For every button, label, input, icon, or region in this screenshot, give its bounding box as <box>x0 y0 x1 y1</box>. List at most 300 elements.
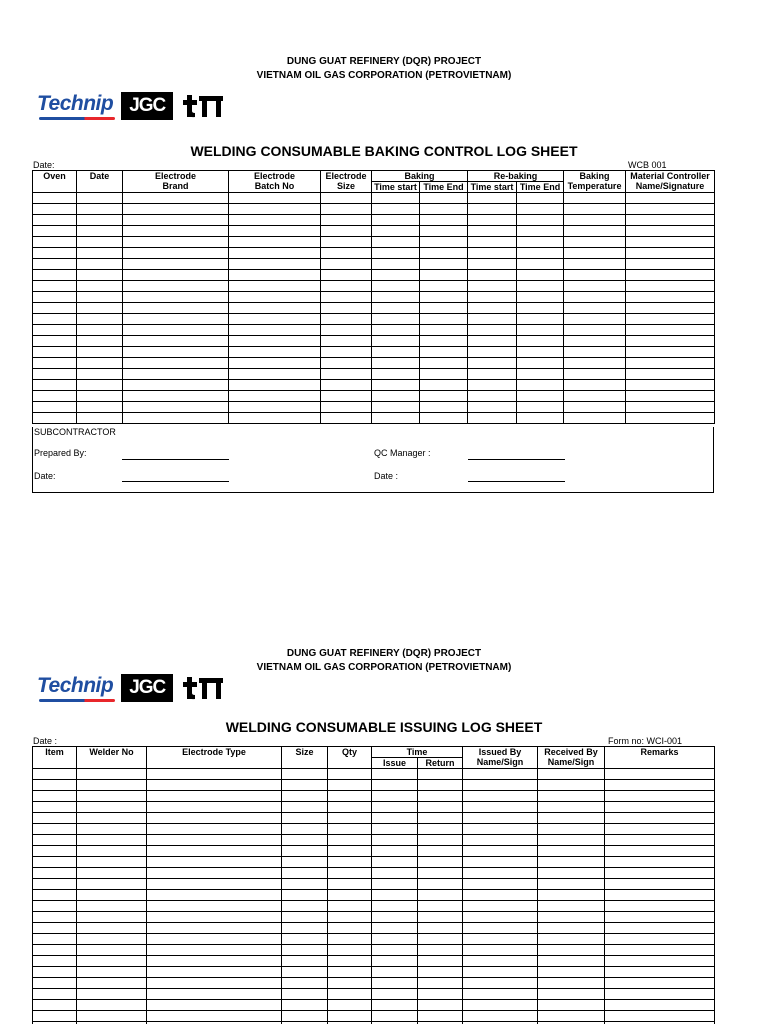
table-cell[interactable] <box>517 325 564 336</box>
table-cell[interactable] <box>420 215 468 226</box>
table-cell[interactable] <box>33 978 77 989</box>
table-cell[interactable] <box>626 259 715 270</box>
table-cell[interactable] <box>468 204 517 215</box>
table-cell[interactable] <box>282 912 328 923</box>
table-cell[interactable] <box>33 237 77 248</box>
table-cell[interactable] <box>538 1011 605 1022</box>
qc-manager-signature-line[interactable] <box>468 459 565 460</box>
prepared-date-line[interactable] <box>122 481 229 482</box>
table-cell[interactable] <box>321 380 372 391</box>
table-cell[interactable] <box>282 978 328 989</box>
table-cell[interactable] <box>626 226 715 237</box>
table-cell[interactable] <box>147 879 282 890</box>
table-cell[interactable] <box>564 336 626 347</box>
table-cell[interactable] <box>418 967 463 978</box>
table-cell[interactable] <box>328 967 372 978</box>
table-cell[interactable] <box>463 978 538 989</box>
table-cell[interactable] <box>321 314 372 325</box>
table-cell[interactable] <box>418 857 463 868</box>
table-cell[interactable] <box>123 237 229 248</box>
table-cell[interactable] <box>77 934 147 945</box>
table-cell[interactable] <box>420 413 468 424</box>
table-cell[interactable] <box>372 314 420 325</box>
table-cell[interactable] <box>147 967 282 978</box>
table-cell[interactable] <box>605 1000 715 1011</box>
table-cell[interactable] <box>33 945 77 956</box>
table-cell[interactable] <box>517 402 564 413</box>
table-cell[interactable] <box>605 846 715 857</box>
table-cell[interactable] <box>468 369 517 380</box>
table-cell[interactable] <box>229 413 321 424</box>
table-cell[interactable] <box>229 303 321 314</box>
table-cell[interactable] <box>605 934 715 945</box>
table-cell[interactable] <box>468 215 517 226</box>
table-cell[interactable] <box>564 204 626 215</box>
table-cell[interactable] <box>605 802 715 813</box>
table-cell[interactable] <box>418 824 463 835</box>
table-cell[interactable] <box>372 890 418 901</box>
table-cell[interactable] <box>33 1000 77 1011</box>
table-cell[interactable] <box>33 802 77 813</box>
table-cell[interactable] <box>328 901 372 912</box>
table-cell[interactable] <box>463 912 538 923</box>
table-cell[interactable] <box>538 879 605 890</box>
table-cell[interactable] <box>33 369 77 380</box>
table-cell[interactable] <box>282 890 328 901</box>
table-cell[interactable] <box>123 204 229 215</box>
table-cell[interactable] <box>418 813 463 824</box>
table-cell[interactable] <box>418 868 463 879</box>
table-cell[interactable] <box>328 890 372 901</box>
table-cell[interactable] <box>538 780 605 791</box>
table-cell[interactable] <box>626 391 715 402</box>
table-cell[interactable] <box>321 237 372 248</box>
table-cell[interactable] <box>372 347 420 358</box>
table-cell[interactable] <box>372 956 418 967</box>
table-cell[interactable] <box>77 215 123 226</box>
table-cell[interactable] <box>538 923 605 934</box>
table-cell[interactable] <box>626 380 715 391</box>
table-cell[interactable] <box>420 204 468 215</box>
table-cell[interactable] <box>418 934 463 945</box>
table-cell[interactable] <box>229 402 321 413</box>
table-cell[interactable] <box>147 813 282 824</box>
table-cell[interactable] <box>33 391 77 402</box>
table-cell[interactable] <box>463 802 538 813</box>
table-cell[interactable] <box>33 259 77 270</box>
table-cell[interactable] <box>517 314 564 325</box>
table-cell[interactable] <box>463 967 538 978</box>
table-cell[interactable] <box>77 813 147 824</box>
table-cell[interactable] <box>517 369 564 380</box>
table-cell[interactable] <box>372 901 418 912</box>
table-cell[interactable] <box>418 945 463 956</box>
table-cell[interactable] <box>605 879 715 890</box>
table-cell[interactable] <box>328 912 372 923</box>
table-cell[interactable] <box>33 901 77 912</box>
table-cell[interactable] <box>463 791 538 802</box>
table-cell[interactable] <box>538 813 605 824</box>
table-cell[interactable] <box>33 281 77 292</box>
table-cell[interactable] <box>564 248 626 259</box>
table-cell[interactable] <box>282 813 328 824</box>
table-cell[interactable] <box>468 248 517 259</box>
table-cell[interactable] <box>517 226 564 237</box>
table-cell[interactable] <box>328 934 372 945</box>
table-cell[interactable] <box>463 901 538 912</box>
table-cell[interactable] <box>321 347 372 358</box>
table-cell[interactable] <box>372 380 420 391</box>
table-cell[interactable] <box>517 292 564 303</box>
table-cell[interactable] <box>77 402 123 413</box>
table-cell[interactable] <box>468 303 517 314</box>
table-cell[interactable] <box>147 846 282 857</box>
table-cell[interactable] <box>538 956 605 967</box>
table-cell[interactable] <box>372 791 418 802</box>
table-cell[interactable] <box>605 956 715 967</box>
table-cell[interactable] <box>626 402 715 413</box>
table-cell[interactable] <box>229 314 321 325</box>
table-cell[interactable] <box>372 215 420 226</box>
table-cell[interactable] <box>321 248 372 259</box>
table-cell[interactable] <box>538 824 605 835</box>
table-cell[interactable] <box>77 890 147 901</box>
table-cell[interactable] <box>517 336 564 347</box>
table-cell[interactable] <box>605 989 715 1000</box>
table-cell[interactable] <box>420 281 468 292</box>
table-cell[interactable] <box>229 347 321 358</box>
table-cell[interactable] <box>147 1011 282 1022</box>
table-cell[interactable] <box>147 934 282 945</box>
table-cell[interactable] <box>463 956 538 967</box>
table-cell[interactable] <box>418 769 463 780</box>
table-cell[interactable] <box>321 204 372 215</box>
table-cell[interactable] <box>538 934 605 945</box>
table-cell[interactable] <box>626 237 715 248</box>
table-cell[interactable] <box>605 967 715 978</box>
table-cell[interactable] <box>123 226 229 237</box>
table-cell[interactable] <box>282 1011 328 1022</box>
table-cell[interactable] <box>33 292 77 303</box>
table-cell[interactable] <box>77 923 147 934</box>
table-cell[interactable] <box>147 857 282 868</box>
table-cell[interactable] <box>538 901 605 912</box>
table-cell[interactable] <box>468 380 517 391</box>
table-cell[interactable] <box>328 945 372 956</box>
table-cell[interactable] <box>517 303 564 314</box>
table-cell[interactable] <box>77 259 123 270</box>
table-cell[interactable] <box>564 237 626 248</box>
table-cell[interactable] <box>468 259 517 270</box>
table-cell[interactable] <box>77 769 147 780</box>
table-cell[interactable] <box>372 391 420 402</box>
table-cell[interactable] <box>372 780 418 791</box>
table-cell[interactable] <box>420 259 468 270</box>
table-cell[interactable] <box>626 281 715 292</box>
table-cell[interactable] <box>372 978 418 989</box>
table-cell[interactable] <box>626 358 715 369</box>
table-cell[interactable] <box>282 802 328 813</box>
table-cell[interactable] <box>626 204 715 215</box>
table-cell[interactable] <box>77 292 123 303</box>
table-cell[interactable] <box>372 193 420 204</box>
table-cell[interactable] <box>372 868 418 879</box>
table-cell[interactable] <box>147 956 282 967</box>
table-cell[interactable] <box>229 325 321 336</box>
table-cell[interactable] <box>33 303 77 314</box>
table-cell[interactable] <box>605 835 715 846</box>
table-cell[interactable] <box>77 901 147 912</box>
table-cell[interactable] <box>463 846 538 857</box>
table-cell[interactable] <box>372 857 418 868</box>
table-cell[interactable] <box>372 259 420 270</box>
table-cell[interactable] <box>123 358 229 369</box>
table-cell[interactable] <box>147 923 282 934</box>
table-cell[interactable] <box>463 868 538 879</box>
table-cell[interactable] <box>626 413 715 424</box>
table-cell[interactable] <box>564 358 626 369</box>
table-cell[interactable] <box>229 193 321 204</box>
table-cell[interactable] <box>372 769 418 780</box>
table-cell[interactable] <box>626 215 715 226</box>
table-cell[interactable] <box>328 879 372 890</box>
table-cell[interactable] <box>463 989 538 1000</box>
table-cell[interactable] <box>626 347 715 358</box>
table-cell[interactable] <box>282 901 328 912</box>
table-cell[interactable] <box>418 791 463 802</box>
table-cell[interactable] <box>420 248 468 259</box>
table-cell[interactable] <box>33 824 77 835</box>
table-cell[interactable] <box>77 303 123 314</box>
table-cell[interactable] <box>517 248 564 259</box>
table-cell[interactable] <box>321 215 372 226</box>
table-cell[interactable] <box>123 292 229 303</box>
table-cell[interactable] <box>77 1011 147 1022</box>
table-cell[interactable] <box>538 1000 605 1011</box>
table-cell[interactable] <box>372 204 420 215</box>
table-cell[interactable] <box>517 193 564 204</box>
table-cell[interactable] <box>77 802 147 813</box>
table-cell[interactable] <box>123 413 229 424</box>
table-cell[interactable] <box>33 912 77 923</box>
table-cell[interactable] <box>605 824 715 835</box>
table-cell[interactable] <box>123 369 229 380</box>
table-cell[interactable] <box>463 813 538 824</box>
table-cell[interactable] <box>123 314 229 325</box>
table-cell[interactable] <box>33 314 77 325</box>
table-cell[interactable] <box>328 769 372 780</box>
table-cell[interactable] <box>372 402 420 413</box>
table-cell[interactable] <box>463 890 538 901</box>
table-cell[interactable] <box>123 380 229 391</box>
table-cell[interactable] <box>77 347 123 358</box>
table-cell[interactable] <box>77 846 147 857</box>
table-cell[interactable] <box>517 204 564 215</box>
table-cell[interactable] <box>282 1000 328 1011</box>
table-cell[interactable] <box>229 358 321 369</box>
table-cell[interactable] <box>463 824 538 835</box>
table-cell[interactable] <box>372 813 418 824</box>
table-cell[interactable] <box>418 890 463 901</box>
table-cell[interactable] <box>147 912 282 923</box>
table-cell[interactable] <box>372 248 420 259</box>
table-cell[interactable] <box>33 923 77 934</box>
table-cell[interactable] <box>372 1011 418 1022</box>
table-cell[interactable] <box>123 402 229 413</box>
table-cell[interactable] <box>605 978 715 989</box>
table-cell[interactable] <box>372 802 418 813</box>
table-cell[interactable] <box>605 1011 715 1022</box>
table-cell[interactable] <box>463 835 538 846</box>
table-cell[interactable] <box>229 226 321 237</box>
table-cell[interactable] <box>418 989 463 1000</box>
table-cell[interactable] <box>463 923 538 934</box>
table-cell[interactable] <box>418 802 463 813</box>
table-cell[interactable] <box>372 846 418 857</box>
table-cell[interactable] <box>517 215 564 226</box>
table-cell[interactable] <box>147 835 282 846</box>
table-cell[interactable] <box>468 270 517 281</box>
table-cell[interactable] <box>282 769 328 780</box>
table-cell[interactable] <box>463 934 538 945</box>
table-cell[interactable] <box>564 369 626 380</box>
table-cell[interactable] <box>420 303 468 314</box>
table-cell[interactable] <box>77 193 123 204</box>
table-cell[interactable] <box>372 303 420 314</box>
table-cell[interactable] <box>33 890 77 901</box>
table-cell[interactable] <box>564 215 626 226</box>
table-cell[interactable] <box>147 868 282 879</box>
table-cell[interactable] <box>77 912 147 923</box>
table-cell[interactable] <box>33 956 77 967</box>
table-cell[interactable] <box>328 780 372 791</box>
table-cell[interactable] <box>463 780 538 791</box>
table-cell[interactable] <box>147 945 282 956</box>
table-cell[interactable] <box>564 193 626 204</box>
table-cell[interactable] <box>33 846 77 857</box>
table-cell[interactable] <box>229 204 321 215</box>
table-cell[interactable] <box>282 780 328 791</box>
table-cell[interactable] <box>282 945 328 956</box>
table-cell[interactable] <box>564 281 626 292</box>
table-cell[interactable] <box>147 780 282 791</box>
table-cell[interactable] <box>372 989 418 1000</box>
table-cell[interactable] <box>463 769 538 780</box>
table-cell[interactable] <box>626 303 715 314</box>
table-cell[interactable] <box>77 270 123 281</box>
table-cell[interactable] <box>420 325 468 336</box>
table-cell[interactable] <box>328 868 372 879</box>
table-cell[interactable] <box>420 336 468 347</box>
table-cell[interactable] <box>282 923 328 934</box>
table-cell[interactable] <box>626 292 715 303</box>
table-cell[interactable] <box>321 325 372 336</box>
table-cell[interactable] <box>538 912 605 923</box>
table-cell[interactable] <box>626 248 715 259</box>
table-cell[interactable] <box>77 248 123 259</box>
table-cell[interactable] <box>420 369 468 380</box>
table-cell[interactable] <box>605 945 715 956</box>
table-cell[interactable] <box>605 901 715 912</box>
table-cell[interactable] <box>420 402 468 413</box>
table-cell[interactable] <box>123 336 229 347</box>
table-cell[interactable] <box>420 237 468 248</box>
table-cell[interactable] <box>605 923 715 934</box>
table-cell[interactable] <box>321 270 372 281</box>
table-cell[interactable] <box>372 967 418 978</box>
table-cell[interactable] <box>372 237 420 248</box>
table-cell[interactable] <box>372 824 418 835</box>
table-cell[interactable] <box>372 270 420 281</box>
table-cell[interactable] <box>564 413 626 424</box>
table-cell[interactable] <box>77 824 147 835</box>
table-cell[interactable] <box>77 314 123 325</box>
table-cell[interactable] <box>282 934 328 945</box>
table-cell[interactable] <box>77 237 123 248</box>
table-cell[interactable] <box>468 292 517 303</box>
table-cell[interactable] <box>229 248 321 259</box>
table-cell[interactable] <box>538 835 605 846</box>
table-cell[interactable] <box>33 813 77 824</box>
table-cell[interactable] <box>123 248 229 259</box>
table-cell[interactable] <box>564 292 626 303</box>
table-cell[interactable] <box>229 391 321 402</box>
table-cell[interactable] <box>321 292 372 303</box>
table-cell[interactable] <box>418 835 463 846</box>
table-cell[interactable] <box>605 890 715 901</box>
table-cell[interactable] <box>418 1011 463 1022</box>
table-cell[interactable] <box>33 1011 77 1022</box>
table-cell[interactable] <box>468 237 517 248</box>
table-cell[interactable] <box>517 270 564 281</box>
table-cell[interactable] <box>147 890 282 901</box>
table-cell[interactable] <box>77 835 147 846</box>
table-cell[interactable] <box>468 347 517 358</box>
table-cell[interactable] <box>328 923 372 934</box>
table-cell[interactable] <box>605 912 715 923</box>
table-cell[interactable] <box>517 358 564 369</box>
table-cell[interactable] <box>564 325 626 336</box>
table-cell[interactable] <box>538 802 605 813</box>
table-cell[interactable] <box>538 846 605 857</box>
table-cell[interactable] <box>420 270 468 281</box>
table-cell[interactable] <box>77 945 147 956</box>
table-cell[interactable] <box>33 347 77 358</box>
table-cell[interactable] <box>463 1000 538 1011</box>
table-cell[interactable] <box>33 215 77 226</box>
table-cell[interactable] <box>538 989 605 1000</box>
table-cell[interactable] <box>77 978 147 989</box>
table-cell[interactable] <box>517 237 564 248</box>
table-cell[interactable] <box>420 358 468 369</box>
table-cell[interactable] <box>517 380 564 391</box>
table-cell[interactable] <box>328 813 372 824</box>
table-cell[interactable] <box>372 945 418 956</box>
table-cell[interactable] <box>418 901 463 912</box>
table-cell[interactable] <box>463 1011 538 1022</box>
table-cell[interactable] <box>372 923 418 934</box>
table-cell[interactable] <box>468 325 517 336</box>
table-cell[interactable] <box>147 978 282 989</box>
table-cell[interactable] <box>123 391 229 402</box>
table-cell[interactable] <box>282 835 328 846</box>
table-cell[interactable] <box>321 336 372 347</box>
table-cell[interactable] <box>328 978 372 989</box>
table-cell[interactable] <box>77 358 123 369</box>
table-cell[interactable] <box>564 402 626 413</box>
table-cell[interactable] <box>282 857 328 868</box>
table-cell[interactable] <box>564 347 626 358</box>
